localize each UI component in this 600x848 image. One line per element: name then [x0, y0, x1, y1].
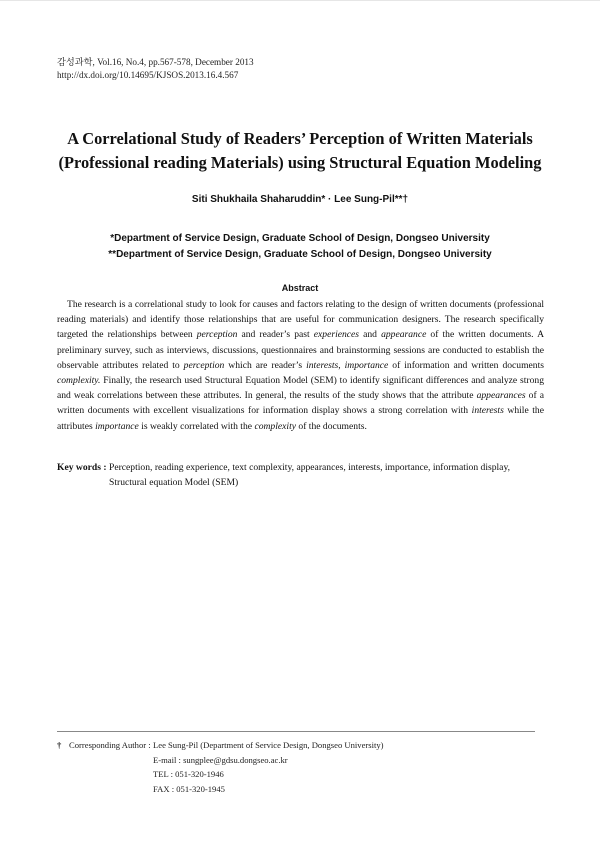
abstract-text: and reader’s past	[237, 329, 314, 341]
journal-citation: 감성과학, Vol.16, No.4, pp.567-578, December 2013	[57, 57, 254, 67]
affiliation-1: *Department of Service Design, Graduate School of Design, Dongseo University	[110, 233, 490, 244]
abstract-text: of a written documents with excellent visualizations for information display shows a strong correlation with	[57, 390, 545, 417]
tel-row	[57, 767, 535, 782]
abstract-text: ,	[338, 359, 345, 371]
footnote-divider	[57, 731, 535, 732]
abstract-text: The research is a correlational study to look for causes and factors relating to the design of written documents (professional reading materials) and identify those relationships that are useful for communication designers. The research specifically targeted the relationships between	[57, 299, 544, 341]
corresponding-author-value: Lee Sung-Pil (Department of Service Design, Dongseo University)	[153, 740, 384, 750]
abstract-heading: Abstract	[281, 283, 319, 293]
email-row	[57, 753, 535, 768]
term-experiences: experiences	[313, 329, 360, 341]
term-perception: perception	[183, 359, 225, 371]
paper-title	[40, 127, 560, 175]
abstract-text: which are reader’s	[224, 359, 307, 371]
term-perception: perception	[196, 329, 238, 341]
term-appearance: appearance	[381, 329, 427, 341]
fax-row	[57, 782, 535, 797]
abstract-text: while the attributes	[57, 405, 544, 432]
abstract-text: of information and written documents	[388, 359, 545, 371]
running-head	[57, 56, 254, 82]
keywords	[57, 460, 544, 490]
title-line-2: (Professional reading Materials) using Structural Equation Modeling	[58, 153, 542, 172]
tel-text: TEL : 051-320-1946	[153, 769, 224, 780]
affiliation-2: **Department of Service Design, Graduate School of Design, Dongseo University	[108, 249, 492, 260]
corresponding-author-label: Corresponding Author :	[69, 740, 151, 750]
term-importance: importance	[95, 420, 139, 432]
footnote	[57, 738, 535, 796]
keywords-list: Perception, reading experience, text complexity, appearances, interests, importance, information display, Structural equation Model (SEM)	[109, 462, 511, 489]
term-interests: interests	[471, 405, 504, 417]
doi-link[interactable]: http://dx.doi.org/10.14695/KJSOS.2013.16.4.567	[57, 70, 239, 80]
abstract-text: of the documents.	[296, 420, 367, 432]
dagger-mark: †	[57, 740, 62, 750]
title-line-1: A Correlational Study of Readers’ Perception of Written Materials	[67, 129, 533, 148]
authors: Siti Shukhaila Shaharuddin* · Lee Sung-Pil**†	[191, 194, 409, 205]
corresponding-author-row	[57, 738, 535, 753]
abstract-text: and	[359, 329, 382, 341]
abstract-text: is weakly correlated with the	[138, 420, 255, 432]
fax-text: FAX : 051-320-1945	[153, 783, 225, 794]
abstract-text: Finally, the research used Structural Equation Model (SEM) to identify significant differences and analyze strong and weak correlations between these attributes. In general, the results of the study shows that the attribute	[57, 375, 544, 402]
abstract-body	[57, 297, 544, 434]
term-appearances: appearances	[476, 390, 526, 402]
abstract-paragraph	[57, 297, 544, 434]
term-interests: interests	[306, 359, 339, 371]
email-text[interactable]: E-mail : sungplee@gdsu.dongseo.ac.kr	[153, 754, 288, 765]
keywords-label: Key words :	[57, 462, 107, 473]
term-importance: importance	[344, 359, 389, 371]
affiliations	[40, 231, 560, 263]
abstract-text: of the written documents. A preliminary survey, such as interviews, discussions, questionnaires and brainstorming sessions are conducted to establish the observable attributes related to	[57, 329, 544, 371]
term-complexity: complexity.	[57, 375, 101, 387]
term-complexity: complexity	[254, 420, 296, 432]
